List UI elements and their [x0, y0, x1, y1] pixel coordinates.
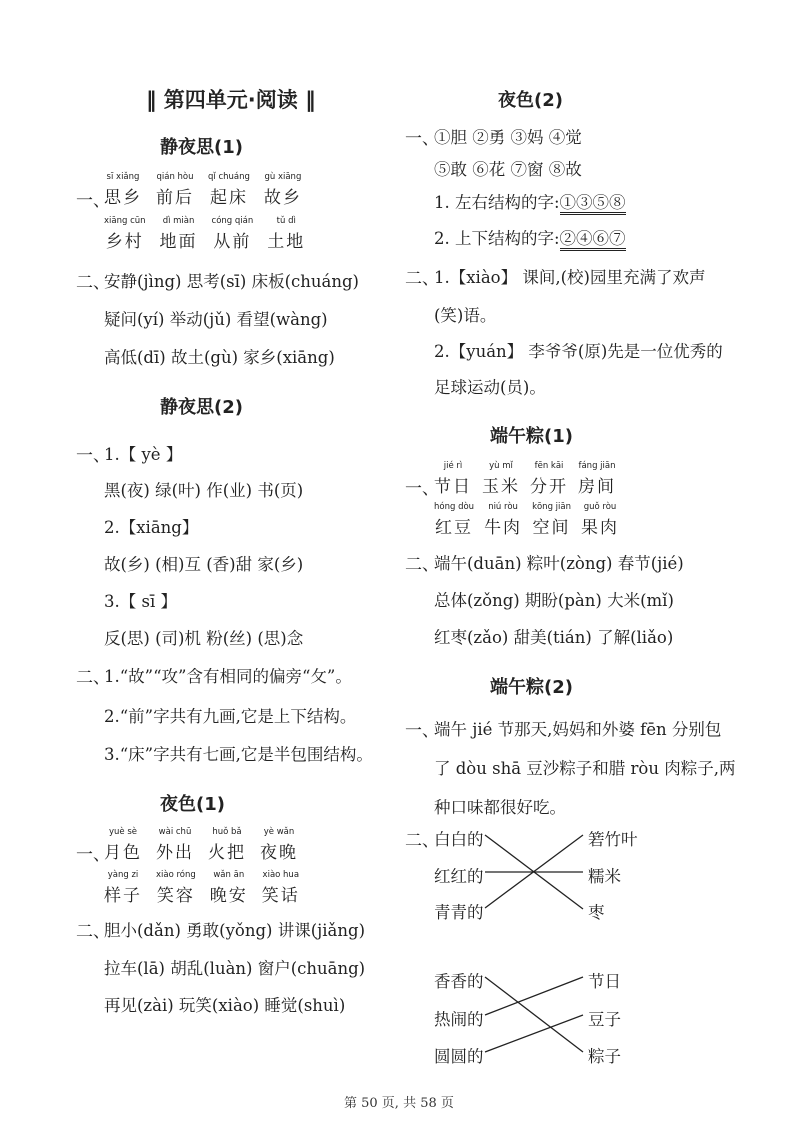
match-right-item: 豆子	[588, 1010, 621, 1029]
question-label: 一、	[76, 446, 110, 466]
pinyin-word: kōng jiān 空间	[532, 502, 571, 538]
answer-line: 3.【 sī 】	[104, 592, 177, 611]
question-label: 一、	[405, 721, 439, 741]
answer-line: 2.“前”字共有九画,它是上下结构。	[104, 707, 357, 726]
answer-line: 足球运动(员)。	[434, 378, 546, 397]
pinyin-word: qǐ chuáng 起床	[208, 172, 250, 208]
pinyin-word: xiāng cūn 乡村	[104, 216, 146, 252]
answer-line: 端午 jié 节那天,妈妈和外婆 fēn 分别包	[434, 720, 722, 739]
question-label: 一、	[76, 845, 110, 865]
answer-line: 黑(夜) 绿(叶) 作(业) 书(页)	[104, 481, 304, 500]
match-right-item: 枣	[588, 903, 605, 922]
pinyin-word: niú ròu 牛肉	[484, 502, 523, 538]
pinyin-word: yàng zi 样子	[104, 870, 142, 906]
match-left-item: 圆圆的	[434, 1047, 484, 1066]
match-line	[485, 977, 583, 1052]
answer-line: (笑)语。	[434, 306, 497, 325]
pinyin-word: fēn kāi 分开	[530, 461, 568, 497]
section-title-duanwuzong-1: 端午粽(1)	[490, 426, 573, 447]
section-title-jingyesi-1: 静夜思(1)	[160, 137, 243, 158]
answer-line: 端午(duān) 粽叶(zòng) 春节(jié)	[434, 554, 684, 573]
section-title-yese-1: 夜色(1)	[160, 794, 225, 815]
answer-line: 再见(zài) 玩笑(xiào) 睡觉(shuì)	[104, 996, 346, 1015]
answer-line: 2.【yuán】 李爷爷(原)先是一位优秀的	[434, 342, 723, 361]
question-label: 二、	[405, 555, 439, 575]
question-label: 二、	[405, 269, 439, 289]
answer-line: 反(思) (司)机 粉(丝) (思)念	[104, 629, 304, 648]
pinyin-word: wǎn ān 晚安	[209, 870, 248, 906]
question-label: 一、	[405, 129, 439, 149]
pinyin-word: dì miàn 地面	[159, 216, 198, 252]
pinyin-word: xiào róng 笑容	[156, 870, 196, 906]
match-left-item: 白白的	[434, 830, 484, 849]
question-label: 二、	[405, 831, 439, 851]
pinyin-word: gù xiāng 故乡	[263, 172, 302, 208]
pinyin-word: qián hòu 前后	[156, 172, 194, 208]
answer-underlined: ②④⑥⑦	[560, 229, 626, 251]
question-label: 一、	[76, 191, 110, 211]
answer-line: 高低(dī) 故土(gù) 家乡(xiāng)	[104, 348, 335, 367]
answer-line: 1.“故”“攻”含有相同的偏旁“攵”。	[104, 667, 352, 686]
answer-prefix: 1. 左右结构的字:	[434, 193, 560, 212]
pinyin-word: yè wǎn 夜晚	[260, 827, 298, 863]
pinyin-word: guǒ ròu 果肉	[581, 502, 619, 538]
answer-line: 安静(jìng) 思考(sī) 床板(chuáng)	[104, 272, 359, 291]
answer-line: 拉车(lā) 胡乱(luàn) 窗户(chuāng)	[104, 959, 366, 978]
unit-title: ‖ 第四单元·阅读 ‖	[146, 88, 316, 112]
question-label: 一、	[405, 479, 439, 499]
page-footer: 第 50 页, 共 58 页	[344, 1096, 454, 1111]
answer-line: 胆小(dǎn) 勇敢(yǒng) 讲课(jiǎng)	[104, 921, 366, 940]
pinyin-word: hóng dòu 红豆	[434, 502, 475, 538]
answer-line: 种口味都很好吃。	[434, 798, 566, 817]
answer-line: 了 dòu shā 豆沙粽子和腊 ròu 肉粽子,两	[434, 759, 736, 778]
match-line	[485, 1015, 583, 1052]
question-label: 二、	[76, 273, 110, 293]
answer-line: 3.“床”字共有七画,它是半包围结构。	[104, 745, 373, 764]
match-right-item: 糯米	[588, 867, 621, 886]
answer-line: 1.【 yè 】	[104, 445, 183, 464]
pinyin-word: tǔ dì 土地	[267, 216, 306, 252]
pinyin-word: sī xiǎng 思乡	[104, 172, 142, 208]
answer-underlined: ①③⑤⑧	[560, 193, 626, 215]
question-label: 二、	[76, 668, 110, 688]
section-title-jingyesi-2: 静夜思(2)	[160, 397, 243, 418]
answer-line: 总体(zǒng) 期盼(pàn) 大米(mǐ)	[434, 591, 674, 610]
match-line	[485, 977, 583, 1015]
pinyin-word: xiào hua 笑话	[261, 870, 300, 906]
pinyin-word: yù mǐ 玉米	[482, 461, 520, 497]
pinyin-word: wài chū 外出	[156, 827, 194, 863]
answer-line: ⑤敢 ⑥花 ⑦窗 ⑧故	[434, 160, 582, 179]
answer-line: 2.【xiāng】	[104, 518, 199, 537]
match-left-item: 热闹的	[434, 1010, 484, 1029]
match-left-item: 香香的	[434, 972, 484, 991]
answer-line: 疑问(yí) 举动(jǔ) 看望(wàng)	[104, 310, 328, 329]
section-title-yese-2: 夜色(2)	[498, 90, 563, 111]
match-right-item: 箬竹叶	[588, 830, 638, 849]
pinyin-word: huǒ bǎ 火把	[208, 827, 246, 863]
pinyin-word: jié rì 节日	[434, 461, 472, 497]
pinyin-word: fáng jiān 房间	[578, 461, 616, 497]
question-label: 二、	[76, 922, 110, 942]
answer-line: 故(乡) (相)互 (香)甜 家(乡)	[104, 555, 304, 574]
section-title-duanwuzong-2: 端午粽(2)	[490, 677, 573, 698]
match-left-item: 红红的	[434, 867, 484, 886]
match-left-item: 青青的	[434, 903, 484, 922]
pinyin-word: cóng qián 从前	[211, 216, 254, 252]
match-right-item: 粽子	[588, 1047, 621, 1066]
answer-line: 红枣(zǎo) 甜美(tián) 了解(liǎo)	[434, 628, 674, 647]
answer-prefix: 2. 上下结构的字:	[434, 229, 560, 248]
pinyin-word: yuè sè 月色	[104, 827, 142, 863]
answer-line: ①胆 ②勇 ③妈 ④觉	[434, 128, 582, 147]
match-right-item: 节日	[588, 972, 621, 991]
answer-line: 1.【xiào】 课间,(校)园里充满了欢声	[434, 268, 706, 287]
